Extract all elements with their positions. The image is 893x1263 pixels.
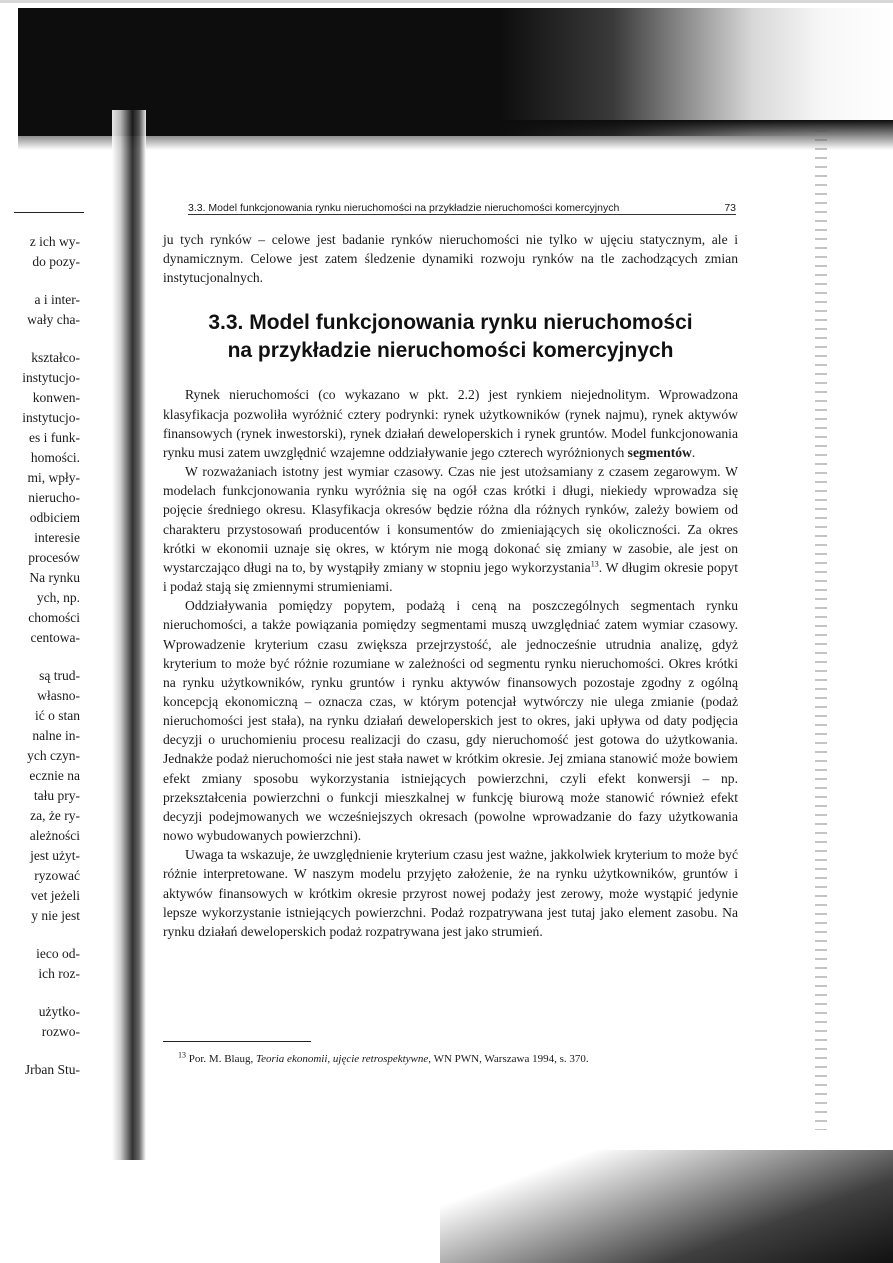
left-fragment-line: procesów <box>28 550 80 565</box>
top-border <box>0 0 893 3</box>
left-fragment-group <box>0 232 104 272</box>
left-fragment-line: własno- <box>37 688 80 703</box>
left-fragment-line: nierucho- <box>28 490 80 505</box>
left-fragment-line: za, że ry- <box>30 808 80 823</box>
left-fragment-line: konwen- <box>32 390 80 405</box>
scan-shadow-top <box>18 8 893 136</box>
left-fragment-group <box>0 666 104 926</box>
left-fragment-line: do pozy- <box>32 254 80 269</box>
left-fragment-line: Jrban Stu- <box>24 1062 80 1077</box>
footnote-ref: 13 <box>590 559 599 569</box>
left-fragment-line: homości. <box>30 450 80 465</box>
left-fragment-line: a i inter- <box>34 292 80 307</box>
paragraph-1-bold: segmentów <box>627 444 692 460</box>
left-fragment-line: ić o stan <box>35 708 80 723</box>
left-fragment-line: ecznie na <box>29 768 80 783</box>
left-fragment-group <box>0 1002 104 1042</box>
left-fragment-group <box>0 1060 104 1080</box>
main-text <box>163 230 738 941</box>
paragraph-3: Oddziaływania pomiędzy popytem, podażą i ceną na poszczególnych segmentach rynku nieruchomości, a także powiązania pomiędzy segmentami muszą uwzględniać zatem wymiar czasowy. Wprowadzenie kryterium czasu zwiększa przejrzystość, ale jednocześnie utrudnia analizę, gdyż kryterium to może być różnie rozumiane w zależności od segmentu rynku nieruchomości. Okres krótki na rynku użytkowników, rynku gruntów i rynku aktywów finansowych pozostaje zgodny z ogólną koncepcją ekonomiczną – oznacza czas, w którym potencjał wytwórczy nie ulega zmianie (podaż nieruchomości jest stała), na rynku działań deweloperskich jest to okres, jaki upływa od daty podjęcia decyzji o uruchomieniu procesu realizacji do czasu, gdy nieruchomość jest gotowa do użytkowania. Jednakże podaż nieruchomości nie jest stała nawet w krótkim okresie. Jej zmiana stanowić może bowiem efekt zmiany sposobu wykorzystania istniejących powierzchni, czyli efekt konwersji – np. przekształcenia powierzchni o funkcji mieszkalnej w funkcję biurową może stanowić również efekt decyzji podejmowanych we wcześniejszych okresach (powolne wprowadzanie do fazy użytkowania nowo wybudowanych powierzchni). <box>163 598 738 844</box>
left-fragment-line: ryzować <box>34 868 80 883</box>
section-title-line2: na przykładzie nieruchomości komercyjnych <box>227 339 674 363</box>
footnote-rule <box>163 1041 311 1042</box>
left-fragment-line: tału pry- <box>33 788 80 803</box>
paragraph-2 <box>163 462 738 596</box>
footnote-number: 13 <box>178 1050 186 1060</box>
footnote-suffix: , WN PWN, Warszawa 1994, s. 370. <box>428 1053 589 1065</box>
left-fragment-line: mi, wpły- <box>27 470 80 485</box>
left-fragment-line: instytucjo- <box>22 370 80 385</box>
scan-shadow-fade <box>18 120 893 150</box>
left-fragment-line: ich roz- <box>38 966 80 981</box>
left-fragment-line: Na rynku <box>29 570 80 585</box>
left-fragment-line: rozwo- <box>41 1024 80 1039</box>
left-fragment-line: ych, np. <box>36 590 80 605</box>
left-fragment-line: ieco od- <box>36 946 80 961</box>
paragraph-1-end: . <box>691 444 696 460</box>
book-gutter-shadow <box>112 110 146 1160</box>
left-fragment-group <box>0 944 104 984</box>
footnote <box>178 1052 738 1066</box>
paragraph-2-end: . W długim okresie popyt i podaż stają się zmiennymi strumieniami. <box>163 559 738 595</box>
left-fragment-line: są trud- <box>39 668 80 683</box>
left-fragment-line: y nie jest <box>31 908 80 923</box>
section-title-line1: 3.3. Model funkcjonowania rynku nieruchomości <box>208 311 693 335</box>
left-fragment-line: z ich wy- <box>29 234 80 249</box>
paragraph-1 <box>163 385 738 462</box>
left-fragment-line: ych czyn- <box>27 748 80 763</box>
left-fragment-line: jest użyt- <box>30 848 80 863</box>
paragraph-4: Uwaga ta wskazuje, że uwzględnienie kryterium czasu jest ważne, jakkolwiek kryterium to może być różnie interpretowane. W naszym modelu przyjęto założenie, że na rynku użytkowników, gruntów i aktywów finansowych w krótkim okresie przyrost nowej podaży jest zerowy, może wystąpić jedynie lepsze wykorzystanie istniejących powierzchni. Podaż rozpatrywana jest tutaj jako element zasobu. Na rynku działań deweloperskich podaż rozpatrywana jest jako strumień. <box>163 847 738 939</box>
page-number: 73 <box>724 202 736 214</box>
left-fragment-line: nalne in- <box>32 728 80 743</box>
left-page-rule <box>14 212 84 213</box>
left-fragment-line: wały cha- <box>27 312 80 327</box>
running-title: 3.3. Model funkcjonowania rynku nieruchomości na przykładzie nieruchomości komercyjnych <box>188 202 620 214</box>
left-fragment-line: odbiciem <box>29 510 80 525</box>
scan-shadow-bottom <box>440 1150 893 1263</box>
left-page-fragment <box>0 232 104 1098</box>
left-fragment-line: es i funk- <box>29 430 80 445</box>
left-fragment-group <box>0 290 104 330</box>
footnote-prefix: Por. M. Blaug, <box>188 1053 256 1065</box>
left-fragment-line: instytucjo- <box>22 410 80 425</box>
section-title <box>163 309 738 365</box>
scan-edge-speckle <box>815 130 827 1130</box>
paragraph-2-text: W rozważaniach istotny jest wymiar czasowy. Czas nie jest utożsamiany z czasem zegarowym. W modelach funkcjonowania rynku wyróżnia się na ogół czas krótki i długi, niekiedy wprowadza się pojęcie średniego okresu. Klasyfikacja okresów będzie różna dla różnych rynków, zależy bowiem od charakteru przystosowań producentów i konsumentów do zmieniających się okoliczności. Za okres krótki w ekonomii uznaje się okres, w którym nie mogą dokonać się zmiany w zasobie, ale jest on wystarczająco długi na to, by wystąpiły zmiany w stopniu jego wykorzystania <box>163 464 738 575</box>
left-fragment-line: vet jeżeli <box>30 888 80 903</box>
left-fragment-line: chomości <box>28 610 80 625</box>
footnote-title: Teoria ekonomii, ujęcie retrospektywne <box>255 1053 429 1065</box>
left-fragment-line: centowa- <box>30 630 80 645</box>
left-fragment-group <box>0 348 104 648</box>
left-fragment-line: kształco- <box>31 350 80 365</box>
paragraph-1-text: Rynek nieruchomości (co wykazano w pkt. 2.2) jest rynkiem niejednolitym. Wprowadzona klasyfikacja pozwoliła wyróżnić cztery podrynki: rynek użytkowników (rynek najmu), rynek aktywów finansowych (rynek inwestorski), rynek działań deweloperskich i rynek gruntów. Model funkcjonowania rynku musi zatem uwzględnić wzajemne oddziaływanie jego czterech wyróżnionych <box>163 387 738 460</box>
left-fragment-line: ależności <box>29 828 80 843</box>
left-fragment-line: interesie <box>34 530 80 545</box>
left-fragment-line: użytko- <box>38 1004 80 1019</box>
running-header <box>188 194 736 215</box>
intro-paragraph: ju tych rynków – celowe jest badanie rynków nieruchomości nie tylko w ujęciu statycznym, ale i dynamicznym. Celowe jest zatem śledzenie dynamiki rozwoju rynków na tle zachodzących zmian instytucjonalnych. <box>163 232 738 286</box>
